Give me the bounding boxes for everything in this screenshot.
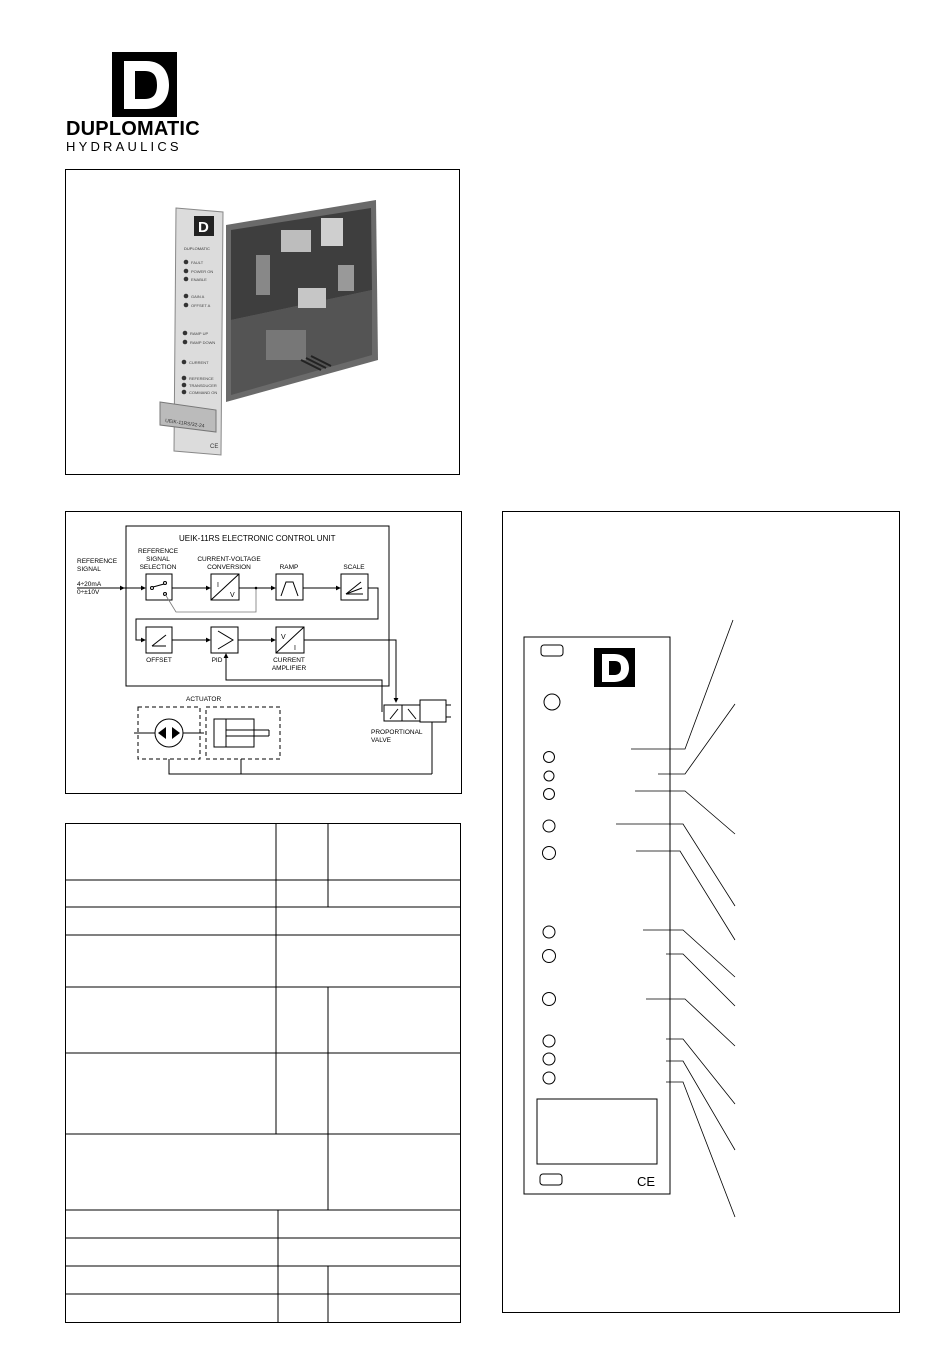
potentiometer-icon	[543, 847, 556, 860]
svg-text:I: I	[217, 582, 219, 589]
svg-text:D: D	[198, 219, 209, 236]
svg-text:V: V	[281, 634, 286, 641]
svg-text:OFFSET A: OFFSET A	[191, 303, 211, 308]
potentiometer-icon	[543, 993, 556, 1006]
svg-text:ENABLE: ENABLE	[191, 277, 207, 282]
svg-text:COMMAND ON: COMMAND ON	[189, 390, 218, 395]
svg-text:CE: CE	[637, 1174, 656, 1189]
front-panel-frame	[502, 511, 900, 1313]
potentiometer-icon	[543, 820, 555, 832]
svg-text:V: V	[230, 592, 235, 599]
potentiometer-icon	[543, 926, 555, 938]
svg-text:FAULT: FAULT	[191, 260, 204, 265]
svg-text:PID: PID	[211, 657, 223, 664]
svg-text:UEIK-11RS/32-24: UEIK-11RS/32-24	[164, 418, 205, 430]
test-point-icon	[543, 1035, 555, 1047]
svg-text:CURRENT: CURRENT	[189, 360, 209, 365]
svg-text:CE: CE	[210, 444, 219, 450]
svg-text:VALVE: VALVE	[371, 737, 391, 744]
product-photo	[66, 170, 459, 474]
svg-text:AMPLIFIER: AMPLIFIER	[271, 665, 307, 672]
svg-text:I: I	[294, 645, 296, 652]
potentiometer-icon	[543, 950, 556, 963]
label-area	[537, 1099, 657, 1164]
svg-text:GAIN A: GAIN A	[191, 294, 205, 299]
svg-text:RAMP DOWN: RAMP DOWN	[190, 340, 216, 345]
block-diagram-frame	[65, 511, 462, 794]
fuse-icon	[544, 694, 560, 710]
svg-text:4÷20mA: 4÷20mA	[77, 581, 102, 588]
test-point-icon	[543, 1053, 555, 1065]
svg-text:REFERENCE: REFERENCE	[137, 548, 179, 555]
svg-text:CURRENT-VOLTAGE: CURRENT-VOLTAGE	[197, 556, 261, 563]
duplomatic-logo-icon	[112, 52, 177, 117]
svg-text:RAMP UP: RAMP UP	[190, 331, 209, 336]
svg-text:POWER ON: POWER ON	[191, 269, 214, 274]
svg-text:RAMP: RAMP	[279, 564, 299, 571]
svg-text:OFFSET: OFFSET	[146, 657, 172, 664]
led-icon	[544, 789, 555, 800]
svg-text:REFERENCE: REFERENCE	[77, 558, 118, 565]
diagram-title: UEIK-11RS ELECTRONIC CONTROL UNIT	[179, 534, 336, 543]
svg-text:0÷±10V: 0÷±10V	[77, 589, 100, 596]
svg-text:ACTUATOR: ACTUATOR	[186, 696, 222, 703]
led-icon	[544, 771, 554, 781]
svg-text:SIGNAL: SIGNAL	[146, 556, 170, 563]
svg-text:PROPORTIONAL: PROPORTIONAL	[371, 729, 423, 736]
svg-text:REFERENCE: REFERENCE	[189, 376, 214, 381]
svg-text:CONVERSION: CONVERSION	[207, 564, 251, 571]
specifications-table	[65, 823, 461, 1323]
svg-text:DUPLOMATIC: DUPLOMATIC	[184, 246, 210, 251]
front-panel-drawing	[503, 512, 899, 1312]
svg-text:SCALE: SCALE	[343, 564, 365, 571]
svg-text:TRANSDUCER: TRANSDUCER	[189, 383, 217, 388]
top-screw-icon	[541, 645, 563, 656]
svg-text:SIGNAL: SIGNAL	[77, 566, 101, 573]
led-icon	[544, 752, 555, 763]
test-point-icon	[543, 1072, 555, 1084]
svg-text:CURRENT: CURRENT	[273, 657, 305, 664]
block-diagram	[66, 512, 461, 793]
brand-name: DUPLOMATIC	[66, 118, 200, 140]
svg-text:SELECTION: SELECTION	[139, 564, 177, 571]
bottom-screw-icon	[540, 1174, 562, 1185]
product-photo-frame	[65, 169, 460, 475]
brand-subtitle: HYDRAULICS	[66, 139, 182, 154]
